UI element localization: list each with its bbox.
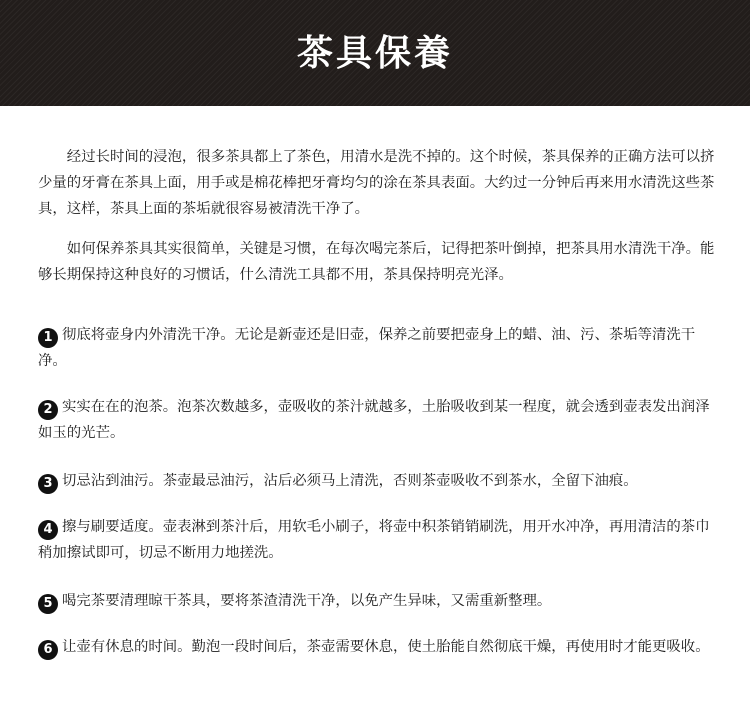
tip-text: 擦与刷要适度。壶表淋到茶汁后，用软毛小刷子，将壶中积茶销销刷洗，用开水冲净，再用清洁的茶巾稍加擦试即可，切忌不断用力地搓洗。 [38, 519, 710, 561]
page-title: 茶具保養 [296, 32, 453, 74]
tip-item [38, 322, 718, 374]
number-badge: 1 [38, 328, 58, 348]
tip-text: 喝完茶要清理晾干茶具，要将茶渣清洗干净，以免产生异味，又需重新整理。 [62, 593, 552, 609]
tip-item [38, 634, 718, 660]
number-badge: 4 [38, 520, 58, 540]
number-badge: 6 [38, 640, 58, 660]
tip-item [38, 588, 718, 614]
tip-text: 让壶有休息的时间。勤泡一段时间后，茶壶需要休息，使土胎能自然彻底干燥，再使用时才能更吸收。 [62, 639, 710, 655]
tip-item [38, 514, 718, 566]
tip-text: 彻底将壶身内外清洗干净。无论是新壶还是旧壶，保养之前要把壶身上的蜡、油、污、茶垢等清洗干净。 [38, 327, 696, 369]
tip-text: 实实在在的泡茶。泡茶次数越多，壶吸收的茶汁就越多，土胎吸收到某一程度，就会透到壶表发出润泽如玉的光芒。 [38, 399, 710, 441]
intro-paragraph: 经过长时间的浸泡，很多茶具都上了茶色，用清水是洗不掉的。这个时候，茶具保养的正确方法可以挤少量的牙膏在茶具上面，用手或是棉花棒把牙膏均匀的涂在茶具表面。大约过一分钟后再来用水清洗这些茶具，这样，茶具上面的茶垢就很容易被清洗干净了。 [38, 149, 715, 217]
tip-item [38, 468, 718, 494]
number-badge: 2 [38, 400, 58, 420]
intro-paragraph: 如何保养茶具其实很简单，关键是习惯，在每次喝完茶后，记得把茶叶倒掉，把茶具用水清洗干净。能够长期保持这种良好的习惯话，什么清洗工具都不用，茶具保持明亮光泽。 [38, 241, 715, 283]
tip-item [38, 394, 718, 446]
number-badge: 5 [38, 594, 58, 614]
header-banner [0, 0, 750, 106]
tip-text: 切忌沾到油污。茶壶最忌油污，沾后必须马上清洗，否则茶壶吸收不到茶水，全留下油痕。 [62, 473, 638, 489]
number-badge: 3 [38, 474, 58, 494]
